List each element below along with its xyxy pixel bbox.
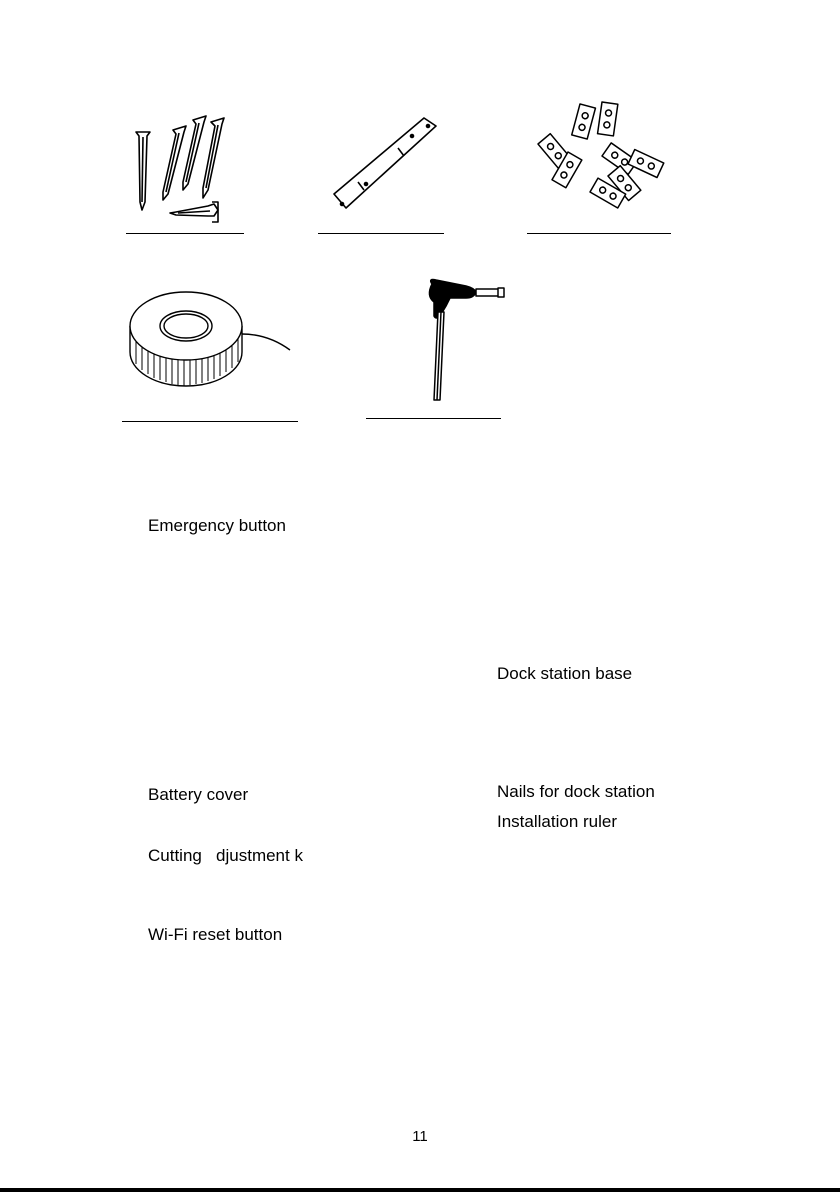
wrench-underline bbox=[366, 418, 501, 419]
blades-underline bbox=[527, 233, 671, 234]
boundary-wire-spool-icon bbox=[128, 290, 298, 394]
ground-nails-icon bbox=[118, 102, 238, 232]
emergency-button-label: Emergency button bbox=[148, 516, 286, 535]
nails-for-dock-station-label: Nails for dock station bbox=[497, 782, 655, 801]
installation-ruler-label: Installation ruler bbox=[497, 812, 618, 831]
cutting-adjustment-label: Cutting djustment k bbox=[148, 846, 303, 865]
page-number: 11 bbox=[412, 1128, 428, 1145]
spare-blades-icon bbox=[528, 94, 668, 214]
wire-underline bbox=[122, 421, 298, 422]
ruler-underline bbox=[318, 233, 444, 234]
hex-key-icon bbox=[414, 276, 510, 406]
dock-station-base-label: Dock station base bbox=[497, 664, 633, 683]
battery-cover-label: Battery cover bbox=[148, 785, 249, 804]
wifi-reset-button-label: Wi-Fi reset button bbox=[148, 925, 283, 944]
installation-ruler-icon bbox=[328, 112, 448, 216]
bottom-rule bbox=[0, 1188, 840, 1192]
nails-underline bbox=[126, 233, 244, 234]
